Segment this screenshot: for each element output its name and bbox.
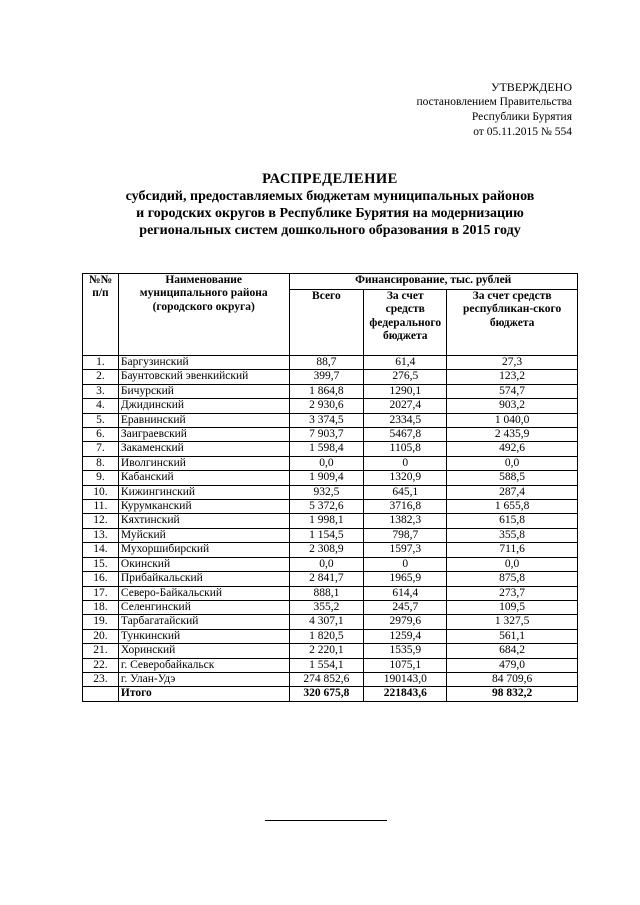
row-federal: 1075,1 [364,658,447,672]
row-federal: 2979,6 [364,615,447,629]
row-federal: 1290,1 [364,384,447,398]
row-federal: 1382,3 [364,514,447,528]
row-name: Тарбагатайский [118,615,289,629]
table-row [83,514,578,528]
row-name: Кяхтинский [118,514,289,528]
row-name: Еравнинский [118,413,289,427]
header-name: Наименование муниципального района (городского округа) [118,274,289,356]
row-total: 5 372,6 [289,500,364,514]
row-republic: 875,8 [447,572,578,586]
row-name: Баргузинский [118,356,289,370]
row-federal: 3716,8 [364,500,447,514]
row-total: 1 820,5 [289,629,364,643]
row-name: Окинский [118,557,289,571]
row-federal: 1320,9 [364,471,447,485]
row-total: 2 308,9 [289,543,364,557]
totals-republic: 98 832,2 [447,687,578,701]
row-federal: 2027,4 [364,399,447,413]
row-total: 1 554,1 [289,658,364,672]
totals-label: Итого [118,687,289,701]
row-name: Кабанский [118,471,289,485]
row-total: 1 598,4 [289,442,364,456]
row-number: 4. [83,399,119,413]
totals-row [83,687,578,701]
row-republic: 1 327,5 [447,615,578,629]
row-name: Северо-Байкальский [118,586,289,600]
row-number: 12. [83,514,119,528]
row-federal: 245,7 [364,600,447,614]
row-name: Кижингинский [118,485,289,499]
row-number: 11. [83,500,119,514]
row-republic: 123,2 [447,370,578,384]
row-number: 7. [83,442,119,456]
row-republic: 0,0 [447,456,578,470]
row-name: Заиграевский [118,428,289,442]
row-number: 13. [83,528,119,542]
row-total: 1 154,5 [289,528,364,542]
row-number: 14. [83,543,119,557]
row-number: 3. [83,384,119,398]
title-line-2: субсидий, предоставляемых бюджетам муниципальных районов [125,189,535,204]
distribution-table [82,273,578,702]
row-name: Курумканский [118,500,289,514]
table-row [83,586,578,600]
row-federal: 1597,3 [364,543,447,557]
row-number: 22. [83,658,119,672]
row-federal: 0 [364,456,447,470]
approval-republic: Республики Бурятия [471,111,572,123]
row-number: 6. [83,428,119,442]
row-federal: 614,4 [364,586,447,600]
row-name: Мухоршибирский [118,543,289,557]
row-name: Прибайкальский [118,572,289,586]
row-name: Бичурский [118,384,289,398]
row-federal: 1105,8 [364,442,447,456]
row-name: Селенгинский [118,600,289,614]
row-federal: 2334,5 [364,413,447,427]
table-row [83,543,578,557]
row-federal: 5467,8 [364,428,447,442]
row-total: 0,0 [289,456,364,470]
row-number: 23. [83,672,119,686]
table-row [83,658,578,672]
title-heading: РАСПРЕДЕЛЕНИЕ [262,171,398,187]
header-financing: Финансирование, тыс. рублей [289,274,578,290]
row-republic: 711,6 [447,543,578,557]
table-row [83,500,578,514]
row-republic: 287,4 [447,485,578,499]
row-federal: 190143,0 [364,672,447,686]
row-federal: 61,4 [364,356,447,370]
table-row [83,572,578,586]
approval-date-number: от 05.11.2015 № 554 [473,126,572,138]
row-republic: 561,1 [447,629,578,643]
row-name: Закаменский [118,442,289,456]
row-total: 2 220,1 [289,644,364,658]
row-total: 2 930,6 [289,399,364,413]
row-republic: 492,6 [447,442,578,456]
row-number: 8. [83,456,119,470]
approval-title: УТВЕРЖДЕНО [490,80,572,94]
row-name: Иволгинский [118,456,289,470]
row-total: 399,7 [289,370,364,384]
title-line-3: и городских округов в Республике Бурятия на модернизацию [136,206,524,221]
row-republic: 903,2 [447,399,578,413]
row-republic: 615,8 [447,514,578,528]
row-total: 274 852,6 [289,672,364,686]
document-title [60,171,600,239]
table-row [83,672,578,686]
row-federal: 645,1 [364,485,447,499]
row-name: Муйский [118,528,289,542]
table-row [83,456,578,470]
header-federal: За счет средств федерального бюджета [364,290,447,356]
row-total: 1 998,1 [289,514,364,528]
row-republic: 588,5 [447,471,578,485]
table-row [83,370,578,384]
row-republic: 1 655,8 [447,500,578,514]
row-total: 932,5 [289,485,364,499]
table-row [83,384,578,398]
approval-stamp [416,80,572,140]
row-republic: 2 435,9 [447,428,578,442]
table-row [83,629,578,643]
row-total: 1 909,4 [289,471,364,485]
row-total: 355,2 [289,600,364,614]
row-name: Хоринский [118,644,289,658]
row-republic: 109,5 [447,600,578,614]
table-row [83,644,578,658]
row-republic: 1 040,0 [447,413,578,427]
totals-federal: 221843,6 [364,687,447,701]
table-row [83,399,578,413]
row-federal: 1259,4 [364,629,447,643]
table-row [83,442,578,456]
row-republic: 355,8 [447,528,578,542]
row-republic: 273,7 [447,586,578,600]
row-republic: 479,0 [447,658,578,672]
row-name: г. Улан-Удэ [118,672,289,686]
table-row [83,428,578,442]
row-republic: 0,0 [447,557,578,571]
row-number: 19. [83,615,119,629]
table-row [83,413,578,427]
header-republic: За счет средств республикан-ского бюджета [447,290,578,356]
table-row [83,557,578,571]
row-name: г. Северобайкальск [118,658,289,672]
row-number: 10. [83,485,119,499]
row-number: 17. [83,586,119,600]
approval-resolution: постановлением Правительства [416,96,572,108]
row-name: Джидинский [118,399,289,413]
table-row [83,485,578,499]
row-number: 21. [83,644,119,658]
row-number: 20. [83,629,119,643]
row-total: 0,0 [289,557,364,571]
row-total: 4 307,1 [289,615,364,629]
row-number: 16. [83,572,119,586]
totals-total: 320 675,8 [289,687,364,701]
row-federal: 0 [364,557,447,571]
row-number: 1. [83,356,119,370]
title-line-4: региональных систем дошкольного образования в 2015 году [139,223,521,238]
footer-divider [265,820,387,821]
table-row [83,471,578,485]
totals-num-cell [83,687,119,701]
row-number: 9. [83,471,119,485]
row-republic: 684,2 [447,644,578,658]
header-num: №№ п/п [83,274,119,356]
row-number: 15. [83,557,119,571]
row-republic: 27,3 [447,356,578,370]
row-name: Баунтовский эвенкийский [118,370,289,384]
row-total: 888,1 [289,586,364,600]
table-row [83,600,578,614]
row-republic: 84 709,6 [447,672,578,686]
row-name: Тункинский [118,629,289,643]
table-row [83,528,578,542]
row-federal: 1965,9 [364,572,447,586]
row-federal: 1535,9 [364,644,447,658]
row-total: 1 864,8 [289,384,364,398]
row-republic: 574,7 [447,384,578,398]
table-row [83,615,578,629]
table-row [83,356,578,370]
header-total: Всего [289,290,364,356]
row-number: 2. [83,370,119,384]
row-number: 18. [83,600,119,614]
table-body [83,356,578,702]
row-total: 2 841,7 [289,572,364,586]
row-total: 88,7 [289,356,364,370]
table-header [83,274,578,356]
row-federal: 276,5 [364,370,447,384]
row-federal: 798,7 [364,528,447,542]
row-total: 3 374,5 [289,413,364,427]
row-number: 5. [83,413,119,427]
row-total: 7 903,7 [289,428,364,442]
